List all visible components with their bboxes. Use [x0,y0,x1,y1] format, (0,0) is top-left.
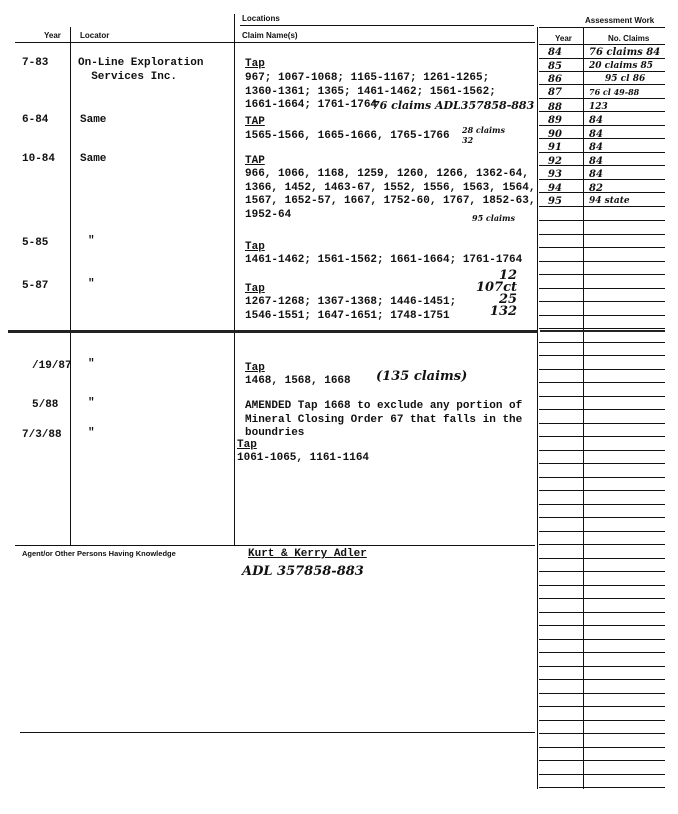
aw-grid-rule [539,450,665,451]
entry-locator: " [88,358,95,370]
aw-year: 94 [548,183,562,194]
entry-handnote: 76 claims ADL357858-883 [372,99,535,112]
aw-grid-rule [539,234,665,235]
locator-column-header: Locator [80,31,110,40]
aw-claims: 84 [589,156,603,167]
entry-year: 10-84 [22,153,56,165]
year-divider [70,27,71,545]
aw-grid-rule [539,666,665,667]
locator-divider [234,14,235,545]
assessment-mid-divider [583,27,584,789]
aw-claims: 84 [589,169,603,180]
bottom-dotted-rule [20,732,535,733]
aw-grid-rule [539,706,665,707]
entry-claim-title: Tap [245,58,265,70]
entry-locator: " [88,397,95,409]
aw-grid-rule [539,544,665,545]
aw-claims: 84 [589,129,603,140]
aw-grid-rule [539,315,665,316]
aw-grid-rule [539,774,665,775]
aw-year: 89 [548,115,562,126]
aw-year: 93 [548,169,562,180]
aw-grid-rule [539,504,665,505]
aw-column-header-rule [539,44,665,45]
aw-grid-rule [539,598,665,599]
aw-grid-rule [539,247,665,248]
locations-header: Locations [242,14,280,23]
year-column-header: Year [44,31,61,40]
aw-section-divider [540,330,665,332]
locations-header-rule [240,25,534,26]
entry-locator: Same [80,153,107,165]
entry-year: 7-83 [22,57,49,69]
assessment-work-header: Assessment Work [585,16,655,25]
aw-grid-rule [539,571,665,572]
entry-handnote: 28 claims 32 [462,125,506,145]
entry-year: /19/87 [32,360,72,372]
entry-claim-title: TAP [245,155,265,167]
aw-claims: 20 claims 85 [589,61,654,71]
aw-grid-rule [539,720,665,721]
aw-grid-rule [539,274,665,275]
aw-claims: 84 [589,142,603,153]
entry-claims: 967; 1067-1068; 1165-1167; 1261-1265; 1360-1361; 1365; 1461-1462; 1561-1562; 1661-1664; 1761-1764 [245,72,496,111]
aw-year: 85 [548,61,562,72]
entry-claim-title: Tap [245,362,265,374]
aw-grid-rule [539,342,665,343]
aw-year: 84 [548,47,562,58]
aw-year-column-header: Year [555,34,572,43]
aw-grid-rule [539,463,665,464]
aw-grid-rule [539,301,665,302]
entry-claims: 1267-1268; 1367-1368; 1446-1451; 1546-1551; 1647-1651; 1748-1751 [245,296,457,322]
column-header-rule [15,42,535,43]
entry-claim-title: TAP [245,116,265,128]
entry-claims: 1565-1566, 1665-1666, 1765-1766 [245,130,450,142]
section-divider [8,330,538,333]
entry-claims: 966, 1066, 1168, 1259, 1260, 1266, 1362-64, 1366, 1452, 1463-67, 1552, 1556, 1563, 1564, 1567, 1652-57, 1667, 1752-60, 1767, 1852-63, 1952-64 [245,168,536,221]
agent-name: Kurt & Kerry Adler [248,548,367,560]
entry-claims: 1461-1462; 1561-1562; 1661-1664; 1761-1764 [245,254,523,266]
entry-handnote: (135 claims) [376,369,468,384]
aw-grid-rule [539,612,665,613]
aw-grid-rule [539,436,665,437]
aw-grid-rule [539,288,665,289]
assessment-left-border [537,27,538,789]
aw-grid-rule [539,625,665,626]
aw-grid-rule [539,787,665,788]
aw-claims: 95 cl 86 [605,74,646,84]
entry-handnote: 95 claims [472,213,516,223]
aw-claims: 123 [589,102,608,112]
entry-locator: Same [80,114,107,126]
aw-year: 91 [548,142,562,153]
aw-grid-rule [539,58,665,59]
entry-year: 7/3/88 [22,429,62,441]
aw-grid-rule [539,760,665,761]
entry-locator: " [88,235,95,247]
aw-grid-rule [539,98,665,99]
aw-claims: 76 cl 49-88 [589,87,640,97]
aw-grid-rule [539,490,665,491]
aw-grid-rule [539,517,665,518]
aw-year: 95 [548,196,562,207]
aw-grid-rule [539,423,665,424]
entry-locator: " [88,278,95,290]
aw-grid-rule [539,639,665,640]
aw-year: 88 [548,102,562,113]
aw-claims: 94 state [589,196,630,206]
entry-year: 5/88 [32,399,59,411]
aw-grid-rule [539,693,665,694]
aw-grid-rule [539,409,665,410]
aw-grid-rule [539,261,665,262]
aw-claims: 84 [589,115,603,126]
aw-grid-rule [539,355,665,356]
claim-names-column-header: Claim Name(s) [242,31,298,40]
entry-claim-title: Tap [237,439,257,451]
agent-label: Agent/or Other Persons Having Knowledge [22,549,176,558]
aw-year: 90 [548,129,562,140]
aw-grid-rule [539,477,665,478]
entry-year: 6-84 [22,114,49,126]
aw-grid-rule [539,531,665,532]
entry-claims: AMENDED Tap 1668 to exclude any portion of Mineral Closing Order 67 that falls in the boundries [245,400,523,439]
aw-grid-rule [539,220,665,221]
entry-claims: 1468, 1568, 1668 [245,375,351,387]
entry-handnote: 12 107ct 25 132 [476,268,518,319]
aw-grid-rule [539,382,665,383]
aw-claims: 82 [589,183,603,194]
aw-year: 86 [548,74,562,85]
entry-locator: " [88,427,95,439]
aw-header-rule [539,27,665,28]
agent-handnote: ADL 357858-883 [242,564,364,579]
entry-year: 5-87 [22,280,49,292]
aw-grid-rule [539,369,665,370]
aw-year: 87 [548,87,562,98]
aw-grid-rule [539,558,665,559]
aw-grid-rule [539,396,665,397]
entry-claims: 1061-1065, 1161-1164 [237,452,370,464]
entry-year: 5-85 [22,237,49,249]
entry-claim-title: Tap [245,241,265,253]
aw-grid-rule [539,585,665,586]
aw-year: 92 [548,156,562,167]
aw-grid-rule [539,328,665,329]
aw-grid-rule [539,679,665,680]
entry-claim-title: Tap [245,283,265,295]
aw-claims-column-header: No. Claims [608,34,650,43]
aw-grid-rule [539,652,665,653]
agent-rule [15,545,535,546]
aw-claims: 76 claims 84 [589,47,661,58]
entry-locator: On-Line Exploration Services Inc. [78,57,204,83]
aw-grid-rule [539,747,665,748]
aw-grid-rule [539,733,665,734]
